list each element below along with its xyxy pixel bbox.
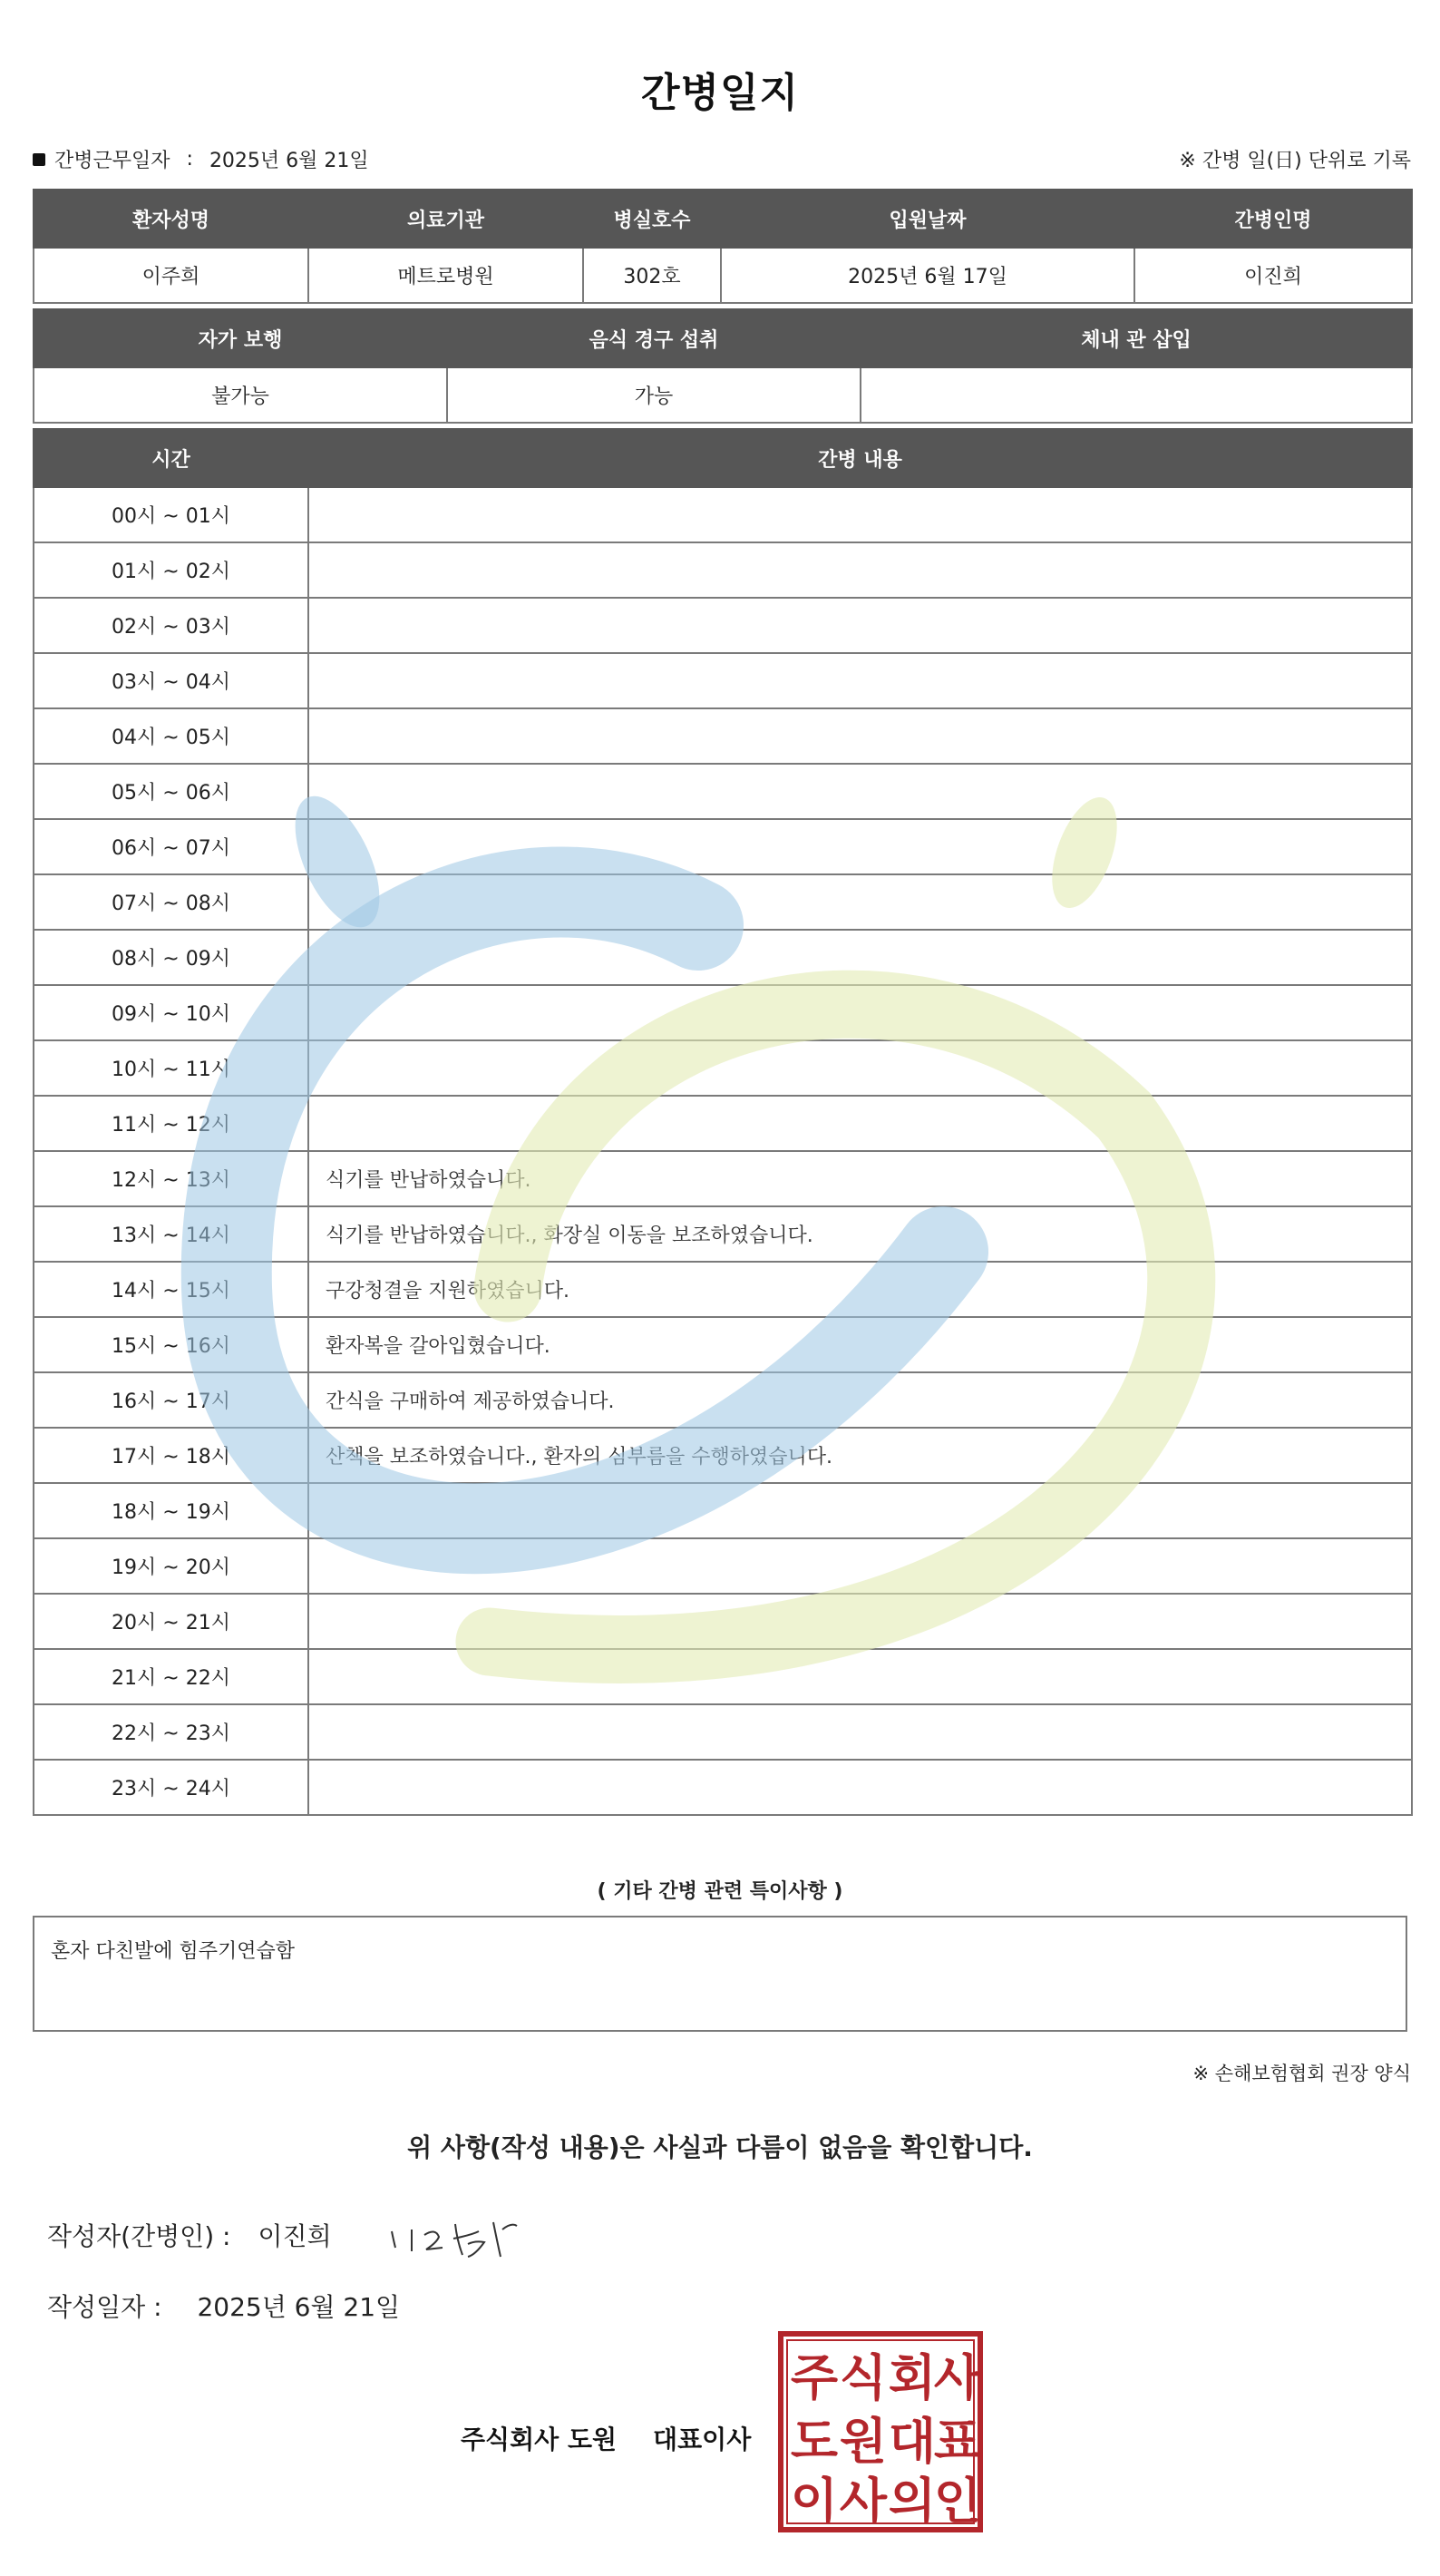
care-log-row — [34, 1649, 1412, 1704]
care-log-row — [34, 764, 1412, 819]
care-log-header-row — [34, 429, 1412, 487]
care-log-row — [34, 819, 1412, 874]
care-log-row — [34, 1151, 1412, 1206]
care-log-row — [34, 708, 1412, 764]
care-log-time: 23시 ~ 24시 — [34, 1760, 308, 1815]
header-time: 시간 — [34, 429, 308, 487]
seal-character: 인 — [933, 2473, 982, 2530]
care-log-row — [34, 1317, 1412, 1372]
header-patient-name: 환자성명 — [34, 190, 308, 248]
company-name: 주식회사 도원 — [461, 2425, 618, 2454]
tube-insertion-value — [861, 367, 1412, 423]
care-log-note — [308, 819, 1412, 874]
care-log-body — [34, 487, 1412, 1815]
seal-character: 회 — [888, 2349, 937, 2406]
care-log-note — [308, 764, 1412, 819]
special-notes-title: ( 기타 간병 관련 특이사항 ) — [597, 1880, 843, 1903]
patient-info-table — [33, 189, 1413, 304]
care-log-row — [34, 1262, 1412, 1317]
care-log-time: 11시 ~ 12시 — [34, 1096, 308, 1151]
company-seal-stamp — [778, 2331, 983, 2532]
seal-character: 도 — [790, 2413, 839, 2470]
care-log-note: 환자복을 갈아입혔습니다. — [308, 1317, 1412, 1372]
header-tube-insertion: 체내 관 삽입 — [861, 309, 1412, 367]
care-log-time: 05시 ~ 06시 — [34, 764, 308, 819]
care-log-note — [308, 542, 1412, 598]
care-log-time: 13시 ~ 14시 — [34, 1206, 308, 1262]
care-log-note — [308, 1483, 1412, 1538]
patient-info-header-row — [34, 190, 1412, 248]
care-log-note — [308, 653, 1412, 708]
care-log-time: 21시 ~ 22시 — [34, 1649, 308, 1704]
patient-info-value-row — [34, 248, 1412, 303]
care-log-time: 08시 ~ 09시 — [34, 930, 308, 985]
care-log-row — [34, 1428, 1412, 1483]
care-log-note — [308, 1594, 1412, 1649]
care-log-note — [308, 708, 1412, 764]
seal-character: 대 — [888, 2413, 937, 2470]
care-log-row — [34, 653, 1412, 708]
care-log-time: 07시 ~ 08시 — [34, 874, 308, 930]
care-log-note: 식기를 반납하였습니다., 화장실 이동을 보조하였습니다. — [308, 1206, 1412, 1262]
care-log-time: 12시 ~ 13시 — [34, 1151, 308, 1206]
room-number: 302호 — [583, 248, 721, 303]
self-walking-value: 불가능 — [34, 367, 447, 423]
work-date-colon: : — [186, 148, 193, 171]
header-admission-date: 입원날짜 — [721, 190, 1134, 248]
seal-character: 표 — [933, 2413, 982, 2470]
care-log-table — [33, 428, 1413, 1816]
care-log-time: 00시 ~ 01시 — [34, 487, 308, 542]
hospital-name: 메트로병원 — [308, 248, 583, 303]
care-log-time: 15시 ~ 16시 — [34, 1317, 308, 1372]
header-caregiver-name: 간병인명 — [1134, 190, 1412, 248]
care-log-time: 20시 ~ 21시 — [34, 1594, 308, 1649]
care-log-time: 18시 ~ 19시 — [34, 1483, 308, 1538]
care-log-time: 14시 ~ 15시 — [34, 1262, 308, 1317]
care-log-row — [34, 1206, 1412, 1262]
handwritten-signature — [384, 2204, 539, 2268]
caregiver-name: 이진희 — [1134, 248, 1412, 303]
care-log-time: 06시 ~ 07시 — [34, 819, 308, 874]
confirmation-statement: 위 사항(작성 내용)은 사실과 다름이 없음을 확인합니다. — [407, 2132, 1033, 2162]
form-source-note: ※ 손해보험협회 권장 양식 — [1192, 2063, 1411, 2084]
care-log-row — [34, 542, 1412, 598]
care-log-note — [308, 1096, 1412, 1151]
care-log-time: 16시 ~ 17시 — [34, 1372, 308, 1428]
author-label: 작성자(간병인) : — [47, 2221, 231, 2251]
care-log-time: 22시 ~ 23시 — [34, 1704, 308, 1760]
author-row — [47, 2217, 332, 2253]
care-log-note — [308, 1040, 1412, 1096]
care-log-row — [34, 1483, 1412, 1538]
care-log-time: 04시 ~ 05시 — [34, 708, 308, 764]
care-log-note: 간식을 구매하여 제공하였습니다. — [308, 1372, 1412, 1428]
seal-characters — [791, 2349, 982, 2530]
care-log-note: 구강청결을 지원하였습니다. — [308, 1262, 1412, 1317]
patient-status-header-row — [34, 309, 1412, 367]
work-date-value: 2025년 6월 21일 — [209, 150, 369, 172]
care-log-note: 식기를 반납하였습니다. — [308, 1151, 1412, 1206]
care-log-row — [34, 1760, 1412, 1815]
care-log-time: 19시 ~ 20시 — [34, 1538, 308, 1594]
header-room-number: 병실호수 — [583, 190, 721, 248]
care-log-time: 10시 ~ 11시 — [34, 1040, 308, 1096]
care-log-row — [34, 1538, 1412, 1594]
care-log-note — [308, 598, 1412, 653]
write-date-row — [47, 2288, 400, 2324]
care-log-note — [308, 1704, 1412, 1760]
care-log-row — [34, 1372, 1412, 1428]
header-oral-intake: 음식 경구 섭취 — [447, 309, 861, 367]
patient-status-table — [33, 308, 1413, 424]
representative-title: 대표이사 — [653, 2425, 752, 2454]
company-row — [461, 2420, 751, 2456]
care-log-note — [308, 930, 1412, 985]
care-log-note — [308, 874, 1412, 930]
seal-character: 사 — [933, 2349, 982, 2406]
care-log-row — [34, 985, 1412, 1040]
care-log-row — [34, 1704, 1412, 1760]
author-name: 이진희 — [258, 2221, 332, 2251]
seal-character: 의 — [888, 2473, 937, 2530]
care-log-row — [34, 874, 1412, 930]
care-log-row — [34, 1096, 1412, 1151]
special-notes-box — [33, 1916, 1407, 2032]
header-self-walking: 자가 보행 — [34, 309, 447, 367]
admission-date: 2025년 6월 17일 — [721, 248, 1134, 303]
write-date-value: 2025년 6월 21일 — [197, 2292, 401, 2322]
care-log-row — [34, 1594, 1412, 1649]
care-log-note — [308, 1760, 1412, 1815]
seal-character: 식 — [839, 2349, 888, 2406]
work-date-label: 간병근무일자 — [54, 150, 170, 172]
patient-status-value-row — [34, 367, 1412, 423]
oral-intake-value: 가능 — [447, 367, 861, 423]
work-date — [33, 145, 369, 173]
care-log-time: 03시 ~ 04시 — [34, 653, 308, 708]
care-log-time: 02시 ~ 03시 — [34, 598, 308, 653]
care-log-row — [34, 930, 1412, 985]
seal-character: 주 — [790, 2349, 839, 2406]
seal-character: 사 — [839, 2473, 888, 2530]
care-log-time: 17시 ~ 18시 — [34, 1428, 308, 1483]
care-log-note — [308, 487, 1412, 542]
care-log-time: 01시 ~ 02시 — [34, 542, 308, 598]
page-title: 간병일지 — [640, 70, 799, 116]
seal-character: 이 — [790, 2473, 839, 2530]
care-log-row — [34, 598, 1412, 653]
unit-note: ※ 간병 일(日) 단위로 기록 — [1179, 150, 1411, 172]
care-log-note: 산책을 보조하였습니다., 환자의 심부름을 수행하였습니다. — [308, 1428, 1412, 1483]
care-log-note — [308, 1649, 1412, 1704]
care-log-row — [34, 487, 1412, 542]
patient-name: 이주희 — [34, 248, 308, 303]
write-date-label: 작성일자 : — [47, 2292, 162, 2322]
care-log-row — [34, 1040, 1412, 1096]
meta-row — [33, 145, 1411, 176]
special-notes-content: 혼자 다친발에 힘주기연습함 — [51, 1940, 296, 1963]
header-care-content: 간병 내용 — [308, 429, 1412, 487]
header-hospital: 의료기관 — [308, 190, 583, 248]
care-log-time: 09시 ~ 10시 — [34, 985, 308, 1040]
care-log-note — [308, 1538, 1412, 1594]
seal-character: 원 — [839, 2413, 888, 2470]
bullet-square-icon — [33, 153, 45, 166]
care-log-note — [308, 985, 1412, 1040]
